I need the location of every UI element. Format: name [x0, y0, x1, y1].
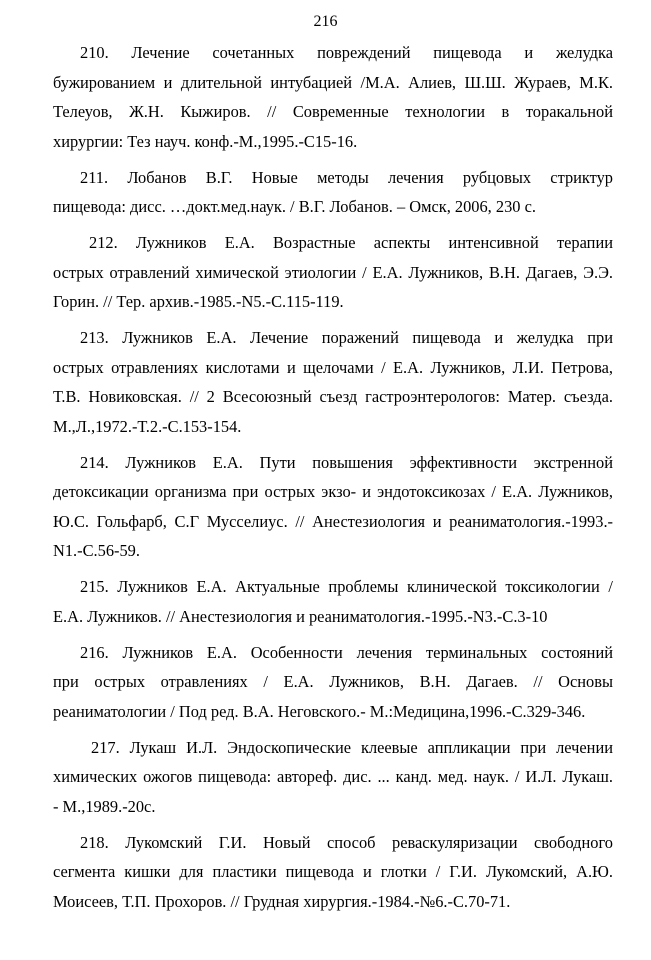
- reference-entry: [53, 733, 613, 822]
- reference-line: 212. Лужников Е.А. Возрастные аспекты интенсивной терапии: [89, 233, 613, 252]
- reference-entry: [53, 38, 613, 156]
- reference-line: детоксикации организма при острых экзо- и эндотоксикозах / Е.А. Лужников,: [53, 482, 613, 501]
- reference-line: Т.В. Новиковская. // 2 Всесоюзный съезд гастроэнтерологов: Матер. съезда.: [53, 387, 613, 406]
- reference-list: [53, 38, 613, 923]
- reference-entry: [53, 638, 613, 727]
- reference-entry: [53, 228, 613, 317]
- reference-line: острых отравлениях кислотами и щелочами / Е.А. Лужников, Л.И. Петрова,: [53, 357, 613, 377]
- reference-line: 213. Лужников Е.А. Лечение поражений пищевода и желудка при: [80, 328, 613, 347]
- reference-line: N1.-С.56-59.: [53, 541, 140, 560]
- reference-line: хирургии: Тез науч. конф.-М.,1995.-С15-16.: [53, 131, 358, 151]
- reference-line: Е.А. Лужников. // Анестезиология и реаниматология.-1995.-N3.-С.3-10: [53, 606, 548, 626]
- reference-line: 216. Лужников Е.А. Особенности лечения терминальных состояний: [80, 642, 613, 662]
- reference-line: острых отравлений химической этиологии / Е.А. Лужников, В.Н. Дагаев, Э.Э.: [53, 262, 613, 282]
- reference-line: 214. Лужников Е.А. Пути повышения эффективности экстренной: [80, 452, 613, 472]
- reference-entry: [53, 323, 613, 441]
- reference-line: бужированием и длительной интубацией /М.А. Алиев, Ш.Ш. Жураев, М.К.: [53, 72, 613, 92]
- reference-line: 217. Лукаш И.Л. Эндоскопические клеевые аппликации при лечении: [91, 737, 613, 757]
- reference-line: - М.,1989.-20с.: [53, 796, 156, 816]
- reference-entry: [53, 448, 613, 566]
- reference-line: химических ожогов пищевода: автореф. дис. ... канд. мед. наук. / И.Л. Лукаш.: [53, 767, 613, 786]
- reference-line: при острых отравлениях / Е.А. Лужников, В.Н. Дагаев. // Основы: [53, 672, 613, 691]
- reference-line: 218. Лукомский Г.И. Новый способ реваскуляризации свободного: [80, 832, 613, 852]
- reference-entry: [53, 828, 613, 917]
- reference-line: Моисеев, Т.П. Прохоров. // Грудная хирургия.-1984.-№6.-С.70-71.: [53, 891, 511, 911]
- reference-entry: [53, 163, 613, 222]
- reference-line: Ю.С. Гольфарб, С.Г Мусселиус. // Анестезиология и реаниматология.-1993.-: [53, 511, 613, 531]
- reference-line: 211. Лобанов В.Г. Новые методы лечения рубцовых стриктур: [80, 167, 613, 187]
- reference-line: пищевода: дисс. …докт.мед.наук. / В.Г. Лобанов. – Омск, 2006, 230 с.: [53, 197, 536, 216]
- reference-line: Горин. // Тер. архив.-1985.-N5.-С.115-119.: [53, 292, 344, 311]
- reference-entry: [53, 572, 613, 631]
- page-number: 216: [313, 13, 338, 30]
- reference-line: Телеуов, Ж.Н. Кыжиров. // Современные технологии в торакальной: [53, 102, 613, 121]
- reference-line: М.,Л.,1972.-Т.2.-С.153-154.: [53, 416, 242, 436]
- reference-line: реаниматологии / Под ред. В.А. Неговского.- М.:Медицина,1996.-С.329-346.: [53, 701, 586, 721]
- reference-line: 210. Лечение сочетанных повреждений пищевода и желудка: [80, 43, 613, 62]
- reference-line: сегмента кишки для пластики пищевода и глотки / Г.И. Лукомский, А.Ю.: [53, 862, 613, 881]
- reference-line: 215. Лужников Е.А. Актуальные проблемы клинической токсикологии /: [80, 577, 613, 596]
